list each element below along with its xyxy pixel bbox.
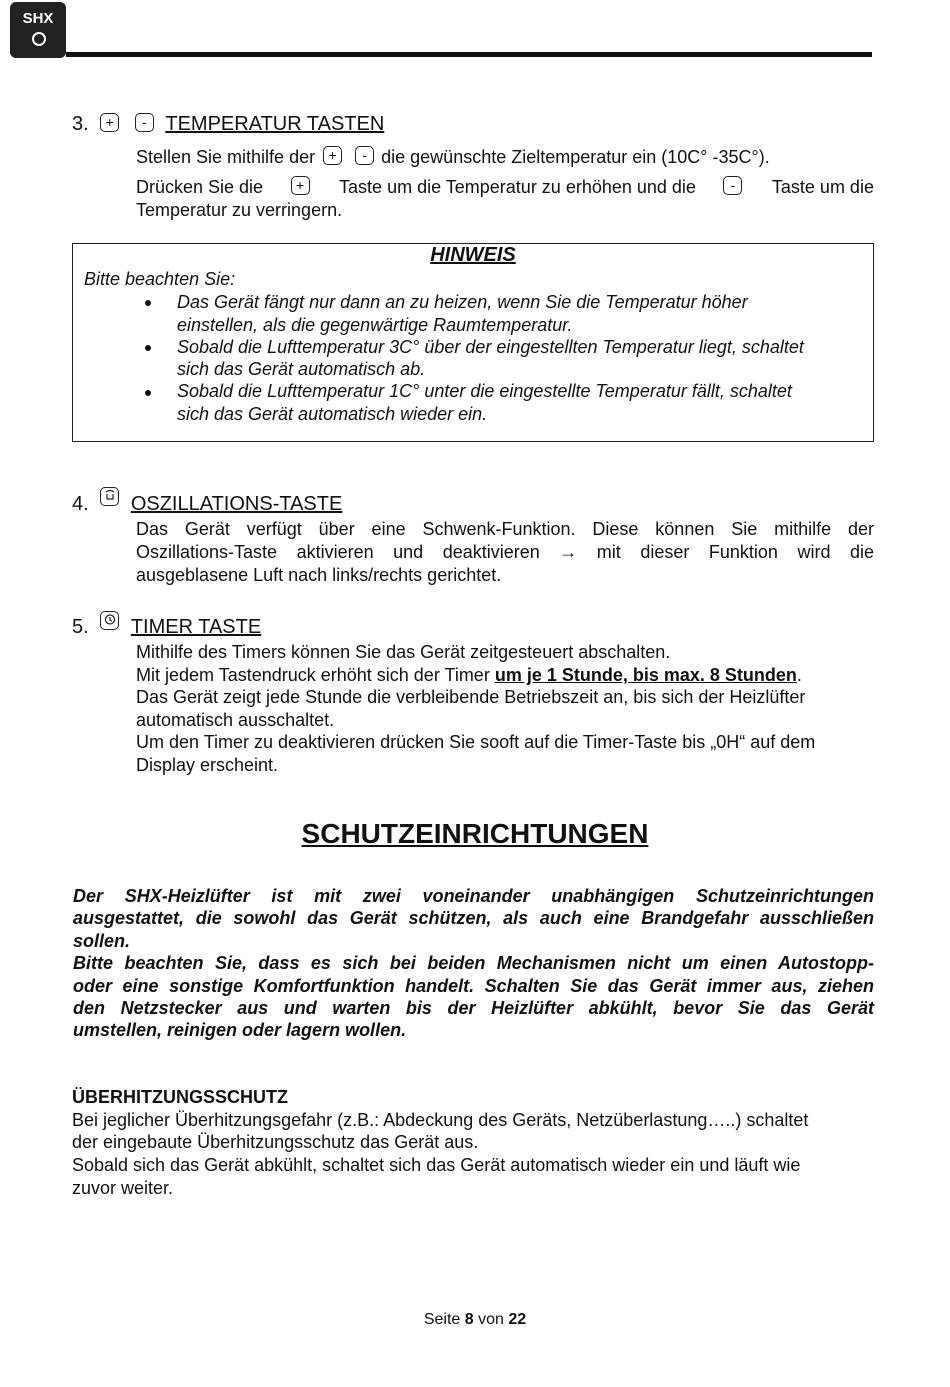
schutz-line: sollen. (73, 931, 131, 951)
minus-key-icon: - (723, 176, 742, 195)
section5-line2 (136, 664, 802, 687)
section5-line2-c: . (796, 665, 802, 685)
hinweis-title: HINWEIS (430, 244, 516, 266)
schutz-line: Der SHX-Heizlüfter ist mit zwei voneinander unabhängigen Schutzeinrichtungen (73, 886, 874, 906)
section4-heading (72, 493, 342, 516)
logo-ring-icon (32, 32, 46, 46)
ueberhitzung-line: Sobald sich das Gerät abkühlt, schaltet sich das Gerät automatisch wieder ein und läuft wie (72, 1155, 801, 1175)
schutz-line: den Netzstecker aus und warten bis der Heizlüfter abkühlt, bevor Sie das Gerät (73, 998, 874, 1018)
footer-page-total: 22 (508, 1311, 527, 1328)
shx-logo (10, 2, 66, 58)
footer-mid: von (478, 1311, 504, 1328)
section5-line1: Mithilfe des Timers können Sie das Gerät zeitgesteuert abschalten. (136, 642, 671, 662)
section3-line1 (136, 146, 874, 169)
section5-line6: Display erscheint. (136, 755, 279, 775)
section4-line1: Das Gerät verfügt über eine Schwenk-Funktion. Diese können Sie mithilfe der (136, 519, 874, 539)
section4-title: OSZILLATIONS-TASTE (130, 493, 343, 515)
section5-number: 5. (72, 616, 89, 638)
hinweis-item3-l2: sich das Gerät automatisch wieder ein. (177, 404, 488, 424)
oscillation-symbol-icon (103, 488, 117, 502)
section3-line2 (136, 176, 874, 199)
section3-line3: Temperatur zu verringern. (136, 200, 343, 220)
schutz-line: Bitte beachten Sie, dass es sich bei beiden Mechanismen nicht um einen Autostopp- (73, 953, 874, 973)
section3-line1-a: Stellen Sie mithilfe der (136, 147, 316, 167)
section5-line2-a: Mit jedem Tastendruck erhöht sich der Timer (136, 665, 490, 685)
schutz-line: ausgestattet, die sowohl das Gerät schützen, als auch eine Brandgefahr ausschließen (73, 908, 874, 928)
minus-key-icon: - (135, 113, 154, 132)
bullet-dot (145, 300, 151, 306)
section3-line2-c: Taste um die (771, 177, 874, 197)
section5-line3: Das Gerät zeigt jede Stunde die verbleibende Betriebszeit an, bis sich der Heizlüfter (136, 687, 806, 707)
schutz-title: SCHUTZEINRICHTUNGEN (301, 818, 649, 849)
logo-text: SHX (22, 10, 54, 27)
bullet-dot (145, 390, 151, 396)
ueberhitzung-line: der eingebaute Überhitzungsschutz das Gerät aus. (72, 1132, 479, 1152)
timer-symbol-icon (103, 612, 117, 626)
section5-line4: automatisch ausschaltet. (136, 710, 335, 730)
section3-line2-b: Taste um die Temperatur zu erhöhen und die (339, 177, 696, 197)
hinweis-item3-l1: Sobald die Lufttemperatur 1C° unter die eingestellte Temperatur fällt, schaltet (177, 381, 792, 401)
ueberhitzung-title: ÜBERHITZUNGSSCHUTZ (72, 1087, 288, 1107)
footer-page-number: 8 (464, 1311, 474, 1328)
section5-line5: Um den Timer zu deaktivieren drücken Sie sooft auf die Timer-Taste bis „0H“ auf dem (136, 732, 816, 752)
hinweis-item2-l1: Sobald die Lufttemperatur 3C° über der eingestellten Temperatur liegt, schaltet (177, 337, 804, 357)
bullet-dot (145, 345, 151, 351)
section3-line2-a: Drücken Sie die (136, 177, 264, 197)
plus-key-icon: + (100, 113, 119, 132)
section3-heading (72, 113, 384, 136)
ueberhitzung-line: Bei jeglicher Überhitzungsgefahr (z.B.: Abdeckung des Geräts, Netzüberlastung…..) schaltet (72, 1110, 809, 1130)
section5-heading (72, 616, 261, 639)
section4-number: 4. (72, 493, 89, 515)
hinweis-item1-l2: einstellen, als die gegenwärtige Raumtemperatur. (177, 315, 573, 335)
schutz-line: oder eine sonstige Komfortfunktion handelt. Schalten Sie das Gerät immer aus, ziehen (73, 976, 874, 996)
section4-line2: Oszillations-Taste aktivieren und deaktivieren → mit dieser Funktion wird die (136, 542, 874, 562)
schutz-line: umstellen, reinigen oder lagern wollen. (73, 1020, 407, 1040)
page-footer (0, 1311, 950, 1329)
timer-key-icon (100, 611, 119, 630)
section4-line3: ausgeblasene Luft nach links/rechts gerichtet. (136, 565, 502, 585)
footer-prefix: Seite (423, 1311, 461, 1328)
section3-title: TEMPERATUR TASTEN (165, 113, 385, 135)
minus-key-icon: - (355, 146, 374, 165)
section5-title: TIMER TASTE (130, 616, 262, 638)
section3-number: 3. (72, 113, 89, 135)
oscillation-key-icon (100, 487, 119, 506)
section5-line2-emphasis: um je 1 Stunde, bis max. 8 Stunden (494, 665, 797, 685)
ueberhitzung-line: zuvor weiter. (72, 1178, 174, 1198)
hinweis-item1-l1: Das Gerät fängt nur dann an zu heizen, wenn Sie die Temperatur höher (177, 292, 748, 312)
plus-key-icon: + (291, 176, 310, 195)
plus-key-icon: + (323, 146, 342, 165)
hinweis-intro: Bitte beachten Sie: (84, 269, 236, 289)
section3-line1-b: die gewünschte Zieltemperatur ein (10C° -35C°). (381, 147, 770, 167)
header-rule (66, 52, 872, 57)
hinweis-item2-l2: sich das Gerät automatisch ab. (177, 359, 426, 379)
